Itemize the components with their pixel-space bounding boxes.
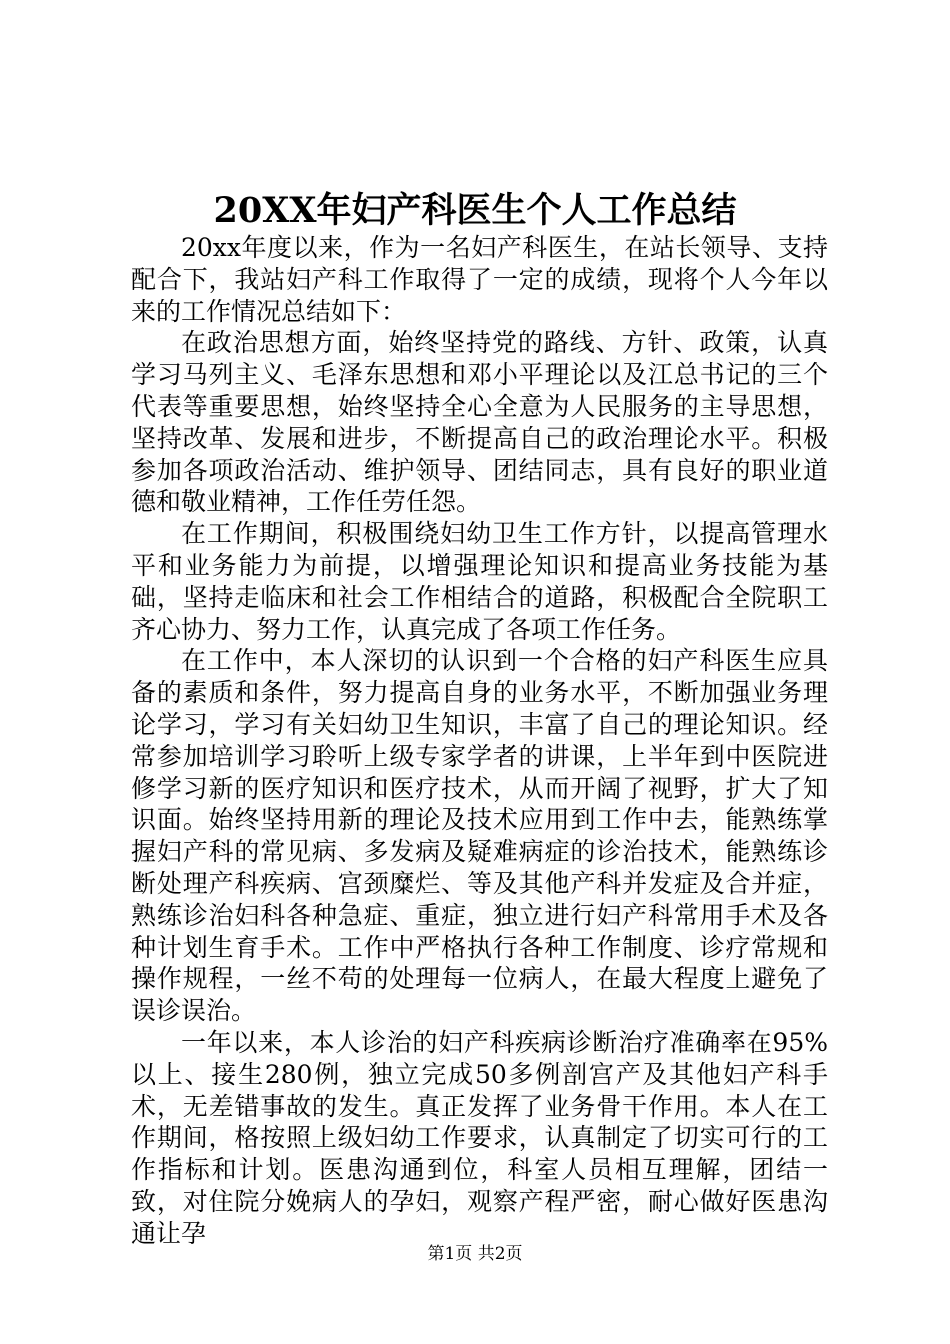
paragraph-intro: 20xx年度以来，作为一名妇产科医生，在站长领导、支持配合下，我站妇产科工作取得了一定的成绩，现将个人今年以来的工作情况总结如下： [131,233,828,326]
paragraph-achievements: 一年以来，本人诊治的妇产科疾病诊断治疗准确率在95%以上、接生280例，独立完成50多例剖宫产及其他妇产科手术，无差错事故的发生。真正发挥了业务骨干作用。本人在工作期间，格按照上级妇幼工作要求，认真制定了切实可行的工作指标和计划。医患沟通到位，科室人员相互理解，团结一致，对住院分娩病人的孕妇，观察产程严密，耐心做好医患沟通让孕 [131,1027,828,1248]
page-number-footer: 第1页 共2页 [427,1244,523,1264]
paragraph-political: 在政治思想方面，始终坚持党的路线、方针、政策，认真学习马列主义、毛泽东思想和邓小平理论以及江总书记的三个代表等重要思想，始终坚持全心全意为人民服务的主导思想，坚持改革、发展和进步，不断提高自己的政治理论水平。积极参加各项政治活动、维护领导、团结同志，具有良好的职业道德和敬业精神，工作任劳任怨。 [131,328,828,517]
document-body [131,232,828,1250]
paragraph-work-period: 在工作期间，积极围绕妇幼卫生工作方针，以提高管理水平和业务能力为前提，以增强理论知识和提高业务技能为基础，坚持走临床和社会工作相结合的道路，积极配合全院职工齐心协力、努力工作，认真完成了各项工作任务。 [131,519,828,644]
paragraph-work-skills: 在工作中，本人深切的认识到一个合格的妇产科医生应具备的素质和条件，努力提高自身的业务水平，不断加强业务理论学习，学习有关妇幼卫生知识，丰富了自己的理论知识。经常参加培训学习聆听上级专家学者的讲课，上半年到中医院进修学习新的医疗知识和医疗技术，从而开阔了视野，扩大了知识面。始终坚持用新的理论及技术应用到工作中去，能熟练掌握妇产科的常见病、多发病及疑难病症的诊治技术，能熟练诊断处理产科疾病、宫颈糜烂、等及其他产科并发症及合并症，熟练诊治妇科各种急症、重症，独立进行妇产科常用手术及各种计划生育手术。工作中严格执行各种工作制度、诊疗常规和操作规程，一丝不苟的处理每一位病人，在最大程度上避免了误诊误治。 [131,646,828,1026]
document-title: 20XX年妇产科医生个人工作总结 [213,190,737,231]
